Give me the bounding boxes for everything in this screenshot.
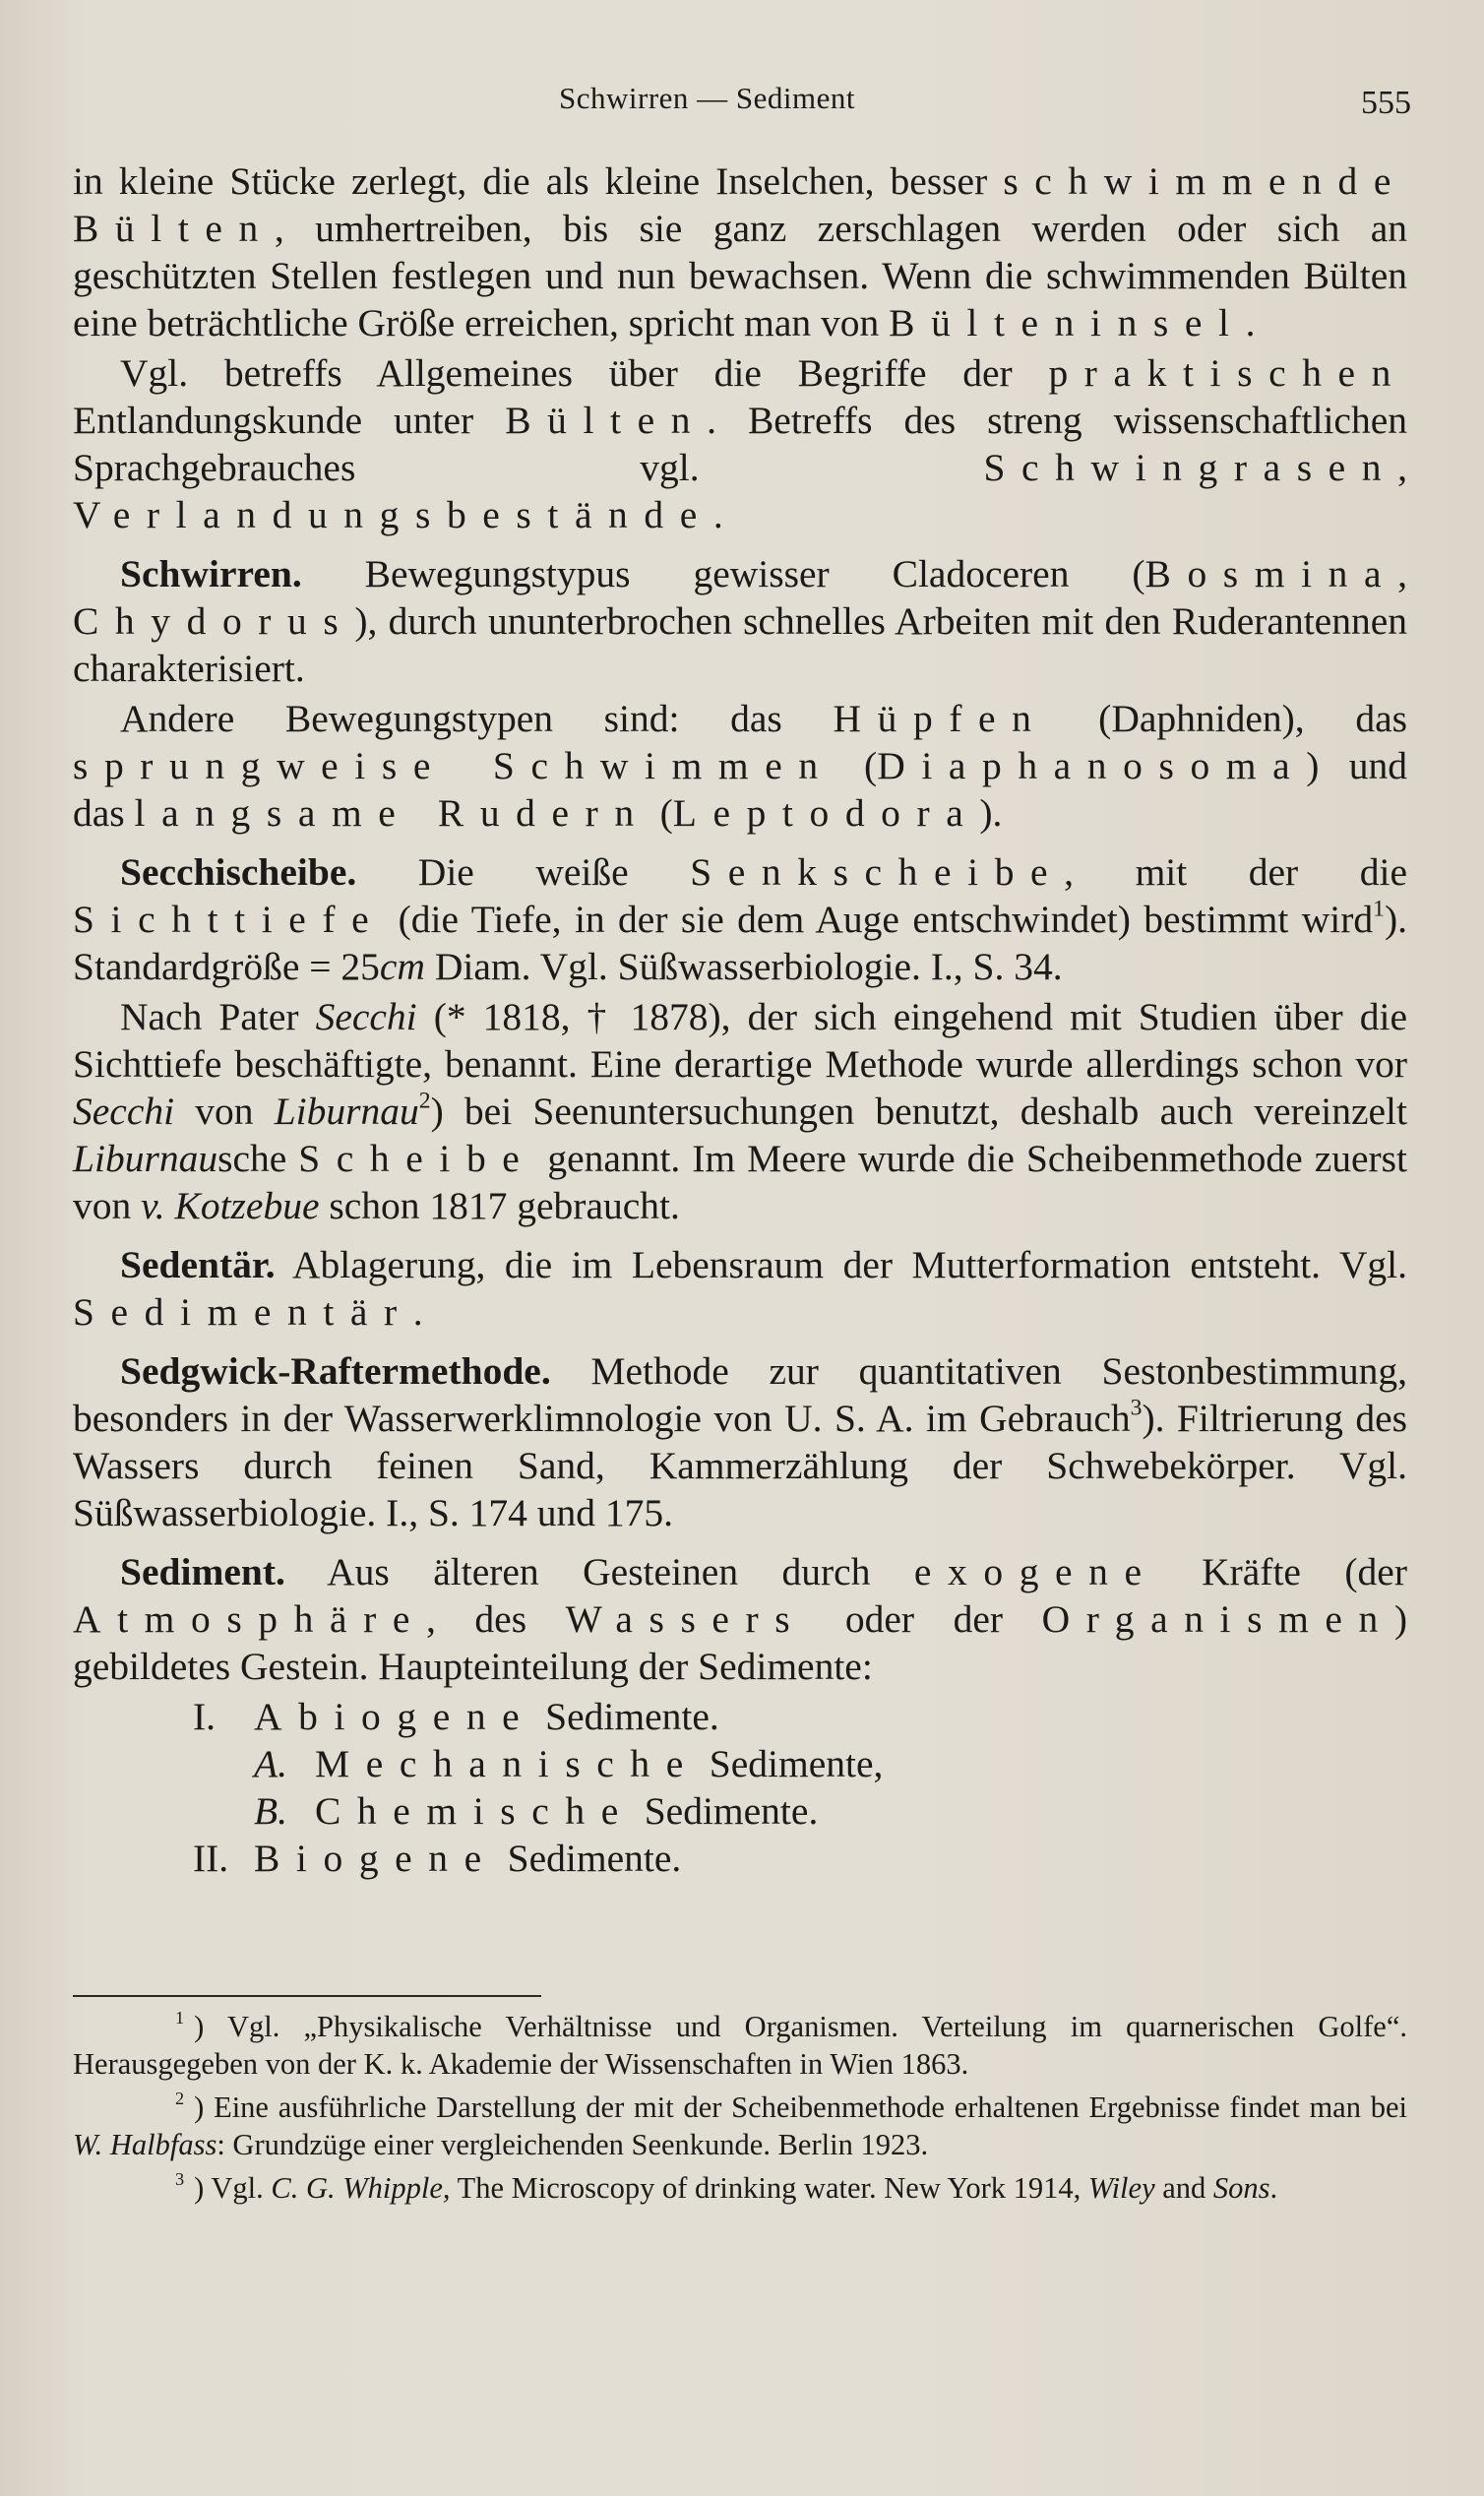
person-name: Liburnau bbox=[73, 1137, 218, 1180]
text: Sedimente. bbox=[634, 1789, 819, 1833]
spaced-term: praktischen bbox=[1048, 351, 1407, 395]
list-item bbox=[73, 1835, 1407, 1882]
text: Entlandungskunde unter bbox=[73, 399, 506, 442]
list-number: A. bbox=[254, 1742, 288, 1785]
footnote-1 bbox=[73, 2008, 1407, 2083]
entry-term: Schwirren. bbox=[120, 552, 302, 595]
text: ) Eine ausführliche Darstellung der mit der Scheibenmethode erhaltenen Ergebnisse findet man bei bbox=[194, 2090, 1407, 2124]
footnote-3 bbox=[73, 2169, 1407, 2207]
spaced-term: Organismen bbox=[1041, 1597, 1394, 1641]
text: Ablagerung, die im Lebensraum der Mutterformation entsteht. Vgl. bbox=[275, 1243, 1407, 1286]
footnote-mark: 3 bbox=[175, 2169, 185, 2190]
text: Aus älteren Gesteinen durch bbox=[284, 1550, 914, 1593]
text: ). Filtrierung des Wassers durch feinen Sand, Kammerzählung der Schwebekörper. Vgl. Süßwasserbiologie. I., S. 174 und 175. bbox=[73, 1397, 1407, 1534]
text: Methode zur quantitativen Sestonbestimmung, besonders in der Wasserwerklimnologie von U. S. A. im Gebrauch bbox=[73, 1349, 1407, 1440]
page-number: 555 bbox=[1361, 85, 1411, 121]
person-name: Sons bbox=[1212, 2171, 1270, 2205]
list-item bbox=[73, 1740, 1407, 1787]
entry-term: Secchischeibe. bbox=[120, 850, 357, 894]
text: Sedimente. bbox=[535, 1695, 719, 1738]
spaced-term: exogene bbox=[913, 1550, 1158, 1593]
spaced-term: langsame Rudern bbox=[134, 791, 650, 835]
text: Sedimente, bbox=[699, 1742, 884, 1785]
person-name: Secchi bbox=[73, 1090, 175, 1133]
footnote-mark: 1 bbox=[175, 2008, 185, 2028]
entry-sedentaer bbox=[73, 1241, 1407, 1336]
unit: cm bbox=[379, 945, 425, 988]
text: sche bbox=[217, 1137, 299, 1180]
text: , umhertreiben, bis sie ganz zerschlagen werden oder sich an geschützten Stellen festlegen und nun bewachsen. Wenn die schwimmenden Bülten eine beträchtliche Größe erreichen, spricht man von bbox=[73, 207, 1407, 344]
text: Sedimente. bbox=[497, 1837, 682, 1880]
text: (die Tiefe, in der sie dem Auge entschwindet) bestimmt wird bbox=[385, 898, 1374, 941]
list-number: II. bbox=[193, 1837, 229, 1880]
person-name: C. G. Whipple, bbox=[271, 2171, 451, 2205]
paragraph-andere bbox=[73, 695, 1407, 837]
text: ( bbox=[834, 744, 878, 787]
footnote-ref: 2 bbox=[418, 1088, 431, 1114]
page-header bbox=[0, 81, 1484, 130]
text: . bbox=[712, 493, 723, 536]
text: ). Standardgröße = 25 bbox=[73, 898, 1407, 988]
text: . bbox=[1269, 2171, 1278, 2205]
text: . bbox=[1245, 301, 1256, 344]
running-head: Schwirren — Sediment bbox=[559, 81, 856, 115]
footnote-mark: 2 bbox=[175, 2089, 185, 2109]
text: and bbox=[1154, 2171, 1213, 2205]
main-text bbox=[73, 157, 1407, 1882]
text: ) Vgl. bbox=[194, 2171, 272, 2205]
spaced-term: Chydorus bbox=[73, 599, 355, 643]
footnote-ref: 3 bbox=[1130, 1395, 1143, 1421]
entry-term: Sedentär. bbox=[120, 1243, 276, 1286]
text: Nach Pater bbox=[120, 995, 316, 1038]
footnote-ref: 1 bbox=[1373, 896, 1385, 922]
entry-sedgwick bbox=[73, 1347, 1407, 1536]
entry-term: Sediment. bbox=[120, 1550, 285, 1593]
spaced-term: sprungweise Schwimmen bbox=[73, 744, 835, 787]
spaced-term: Bosmina bbox=[1144, 552, 1398, 595]
text: , bbox=[1397, 552, 1407, 595]
spaced-term: Senkscheibe bbox=[690, 850, 1065, 894]
text: ), durch ununterbrochen schnelles Arbeiten mit den Ruderantennen charakterisiert. bbox=[73, 599, 1407, 690]
person-name: v. Kotzebue bbox=[141, 1184, 320, 1227]
text: . bbox=[412, 1290, 423, 1334]
spaced-term: Atmosphäre bbox=[73, 1597, 426, 1641]
spaced-term: Biogene bbox=[254, 1837, 498, 1880]
list-item bbox=[73, 1693, 1407, 1740]
text: Diam. Vgl. Süßwasserbiologie. I., S. 34. bbox=[424, 945, 1063, 988]
person-name: Liburnau bbox=[274, 1090, 419, 1133]
spaced-term: Sichttiefe bbox=[73, 898, 386, 941]
paragraph-pater-secchi bbox=[73, 993, 1407, 1229]
spaced-term: Verlandungsbestände bbox=[73, 493, 713, 536]
text: , bbox=[1397, 446, 1407, 489]
text: . Betreffs des streng wissenschaftlichen Sprachgebrauches vgl. bbox=[73, 399, 1407, 489]
list-number: B. bbox=[254, 1789, 288, 1833]
spaced-term: Chemische bbox=[315, 1789, 635, 1833]
spaced-term: Sedimentär bbox=[73, 1290, 413, 1334]
spaced-term: schwimmende Bülten bbox=[73, 159, 1407, 250]
text: ) bei Seenuntersuchungen benutzt, deshalb auch vereinzelt bbox=[430, 1090, 1408, 1133]
spaced-term: Bülteninsel bbox=[889, 301, 1246, 344]
text: Die weiße bbox=[356, 850, 691, 894]
text: (* 1818, † 1878), der sich eingehend mit Studien über die Sichttiefe beschäftigte, benannt. Eine derartige Methode wurde allerdings schon vor bbox=[73, 995, 1407, 1086]
entry-term: Sedgwick-Raftermethode. bbox=[120, 1349, 551, 1393]
list-number: I. bbox=[193, 1695, 216, 1738]
spaced-term: Schwingrasen bbox=[983, 446, 1398, 489]
text: , des bbox=[425, 1597, 566, 1641]
person-name: Wiley bbox=[1087, 2171, 1155, 2205]
text: ) und das bbox=[73, 744, 1407, 835]
person-name: Secchi bbox=[315, 995, 417, 1038]
spaced-term: Mechanische bbox=[315, 1742, 700, 1785]
entry-sediment bbox=[73, 1548, 1407, 1690]
paragraph-continuation bbox=[73, 157, 1407, 346]
text: ) Vgl. „Physikalische Verhältnisse und Organismen. Verteilung im quarnerischen Golfe“. Herausgegeben von der K. k. Akademie der Wissenschaften in Wien 1863. bbox=[73, 2010, 1407, 2081]
footnotes bbox=[73, 2008, 1407, 2207]
text: The Microscopy of drinking water. New York 1914, bbox=[450, 2171, 1088, 2205]
spaced-term: Wassers bbox=[565, 1597, 807, 1641]
text: (Daphniden), das bbox=[1047, 697, 1407, 740]
footnote-2 bbox=[73, 2089, 1407, 2163]
text: oder der bbox=[806, 1597, 1042, 1641]
spaced-term: Diaphanosoma bbox=[877, 744, 1307, 787]
text: von bbox=[174, 1090, 275, 1133]
paragraph-vgl bbox=[73, 349, 1407, 538]
spaced-term: Bülten bbox=[505, 399, 708, 442]
text: , mit der die bbox=[1064, 850, 1407, 894]
text: in kleine Stücke zerlegt, die als kleine Inselchen, besser bbox=[73, 159, 1004, 203]
spaced-term: Hüpfen bbox=[833, 697, 1048, 740]
spaced-term: Abiogene bbox=[254, 1695, 536, 1738]
person-name: W. Halbfass bbox=[73, 2128, 217, 2161]
text: ) gebildetes Gestein. Haupteinteilung der Sedimente: bbox=[73, 1597, 1408, 1688]
text: Andere Bewegungstypen sind: das bbox=[120, 697, 834, 740]
text: Vgl. betreffs Allgemeines über die Begriffe der bbox=[120, 351, 1049, 395]
text: Bewegungstypus gewisser Cladoceren ( bbox=[301, 552, 1145, 595]
list-item bbox=[73, 1787, 1407, 1835]
entry-schwirren bbox=[73, 550, 1407, 692]
text: : Grundzüge einer vergleichenden Seenkunde. Berlin 1923. bbox=[216, 2128, 929, 2161]
spaced-term: Leptodora bbox=[672, 791, 980, 835]
footnote-divider bbox=[73, 1995, 541, 1997]
entry-secchischeibe bbox=[73, 848, 1407, 990]
text: ( bbox=[649, 791, 673, 835]
sediment-classification-list bbox=[73, 1693, 1407, 1882]
text: genannt. Im Meere wurde die Scheibenmethode zuerst von bbox=[73, 1137, 1408, 1227]
text: schon 1817 gebraucht. bbox=[319, 1184, 680, 1227]
text: Kräfte (der bbox=[1157, 1550, 1407, 1593]
spaced-term: Scheibe bbox=[298, 1137, 536, 1180]
text: ). bbox=[979, 791, 1003, 835]
